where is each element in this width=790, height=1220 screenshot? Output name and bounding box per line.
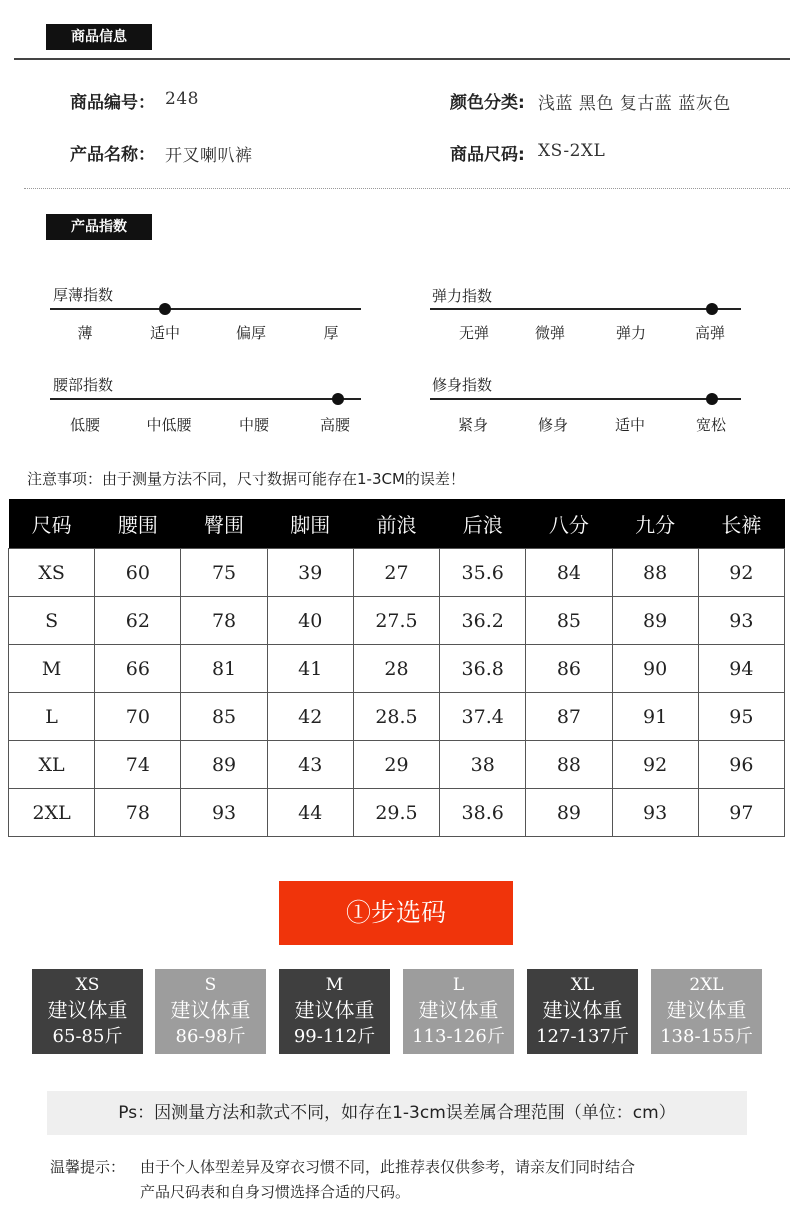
thickness-index-title: 厚薄指数 [53, 286, 114, 304]
weight-box-l[interactable] [403, 969, 514, 1054]
weight-box-size: 2XL [689, 975, 724, 995]
thickness-level: 偏厚 [235, 324, 266, 342]
header-cell: 八分 [526, 499, 612, 549]
elasticity-level: 无弹 [458, 324, 489, 342]
thickness-index-track [50, 308, 361, 310]
table-cell: 38 [440, 741, 526, 789]
weight-box-xl[interactable] [527, 969, 638, 1054]
weight-box-label: 建议体重 [542, 998, 623, 1022]
weight-box-size: XL [570, 975, 595, 995]
table-cell: 89 [526, 789, 612, 837]
section-divider [14, 58, 790, 60]
table-cell: 28.5 [353, 693, 439, 741]
table-cell: M [9, 645, 95, 693]
tip-line-2: 产品尺码表和自身习惯选择合适的尺码。 [140, 1183, 411, 1201]
header-cell: 前浪 [353, 499, 439, 549]
weight-box-m[interactable] [279, 969, 390, 1054]
fit-level: 修身 [537, 416, 568, 434]
elasticity-index-title: 弹力指数 [432, 287, 493, 305]
table-row [9, 789, 785, 837]
table-cell: 75 [181, 549, 267, 597]
fit-level: 紧身 [457, 416, 488, 434]
waist-level: 高腰 [319, 416, 350, 434]
table-cell: 84 [526, 549, 612, 597]
fit-index-marker [706, 393, 718, 405]
weight-box-s[interactable] [155, 969, 266, 1054]
table-cell: 78 [95, 789, 181, 837]
waist-index-track [50, 398, 361, 400]
product-name-label: 产品名称： [70, 145, 155, 165]
weight-box-label: 建议体重 [47, 998, 128, 1022]
weight-box-range: 65-85斤 [52, 1026, 123, 1047]
table-row [9, 549, 785, 597]
table-cell: 27 [353, 549, 439, 597]
weight-box-size: M [325, 975, 344, 995]
step-select-size-button[interactable]: ①步选码 [279, 881, 513, 945]
weight-box-size: S [204, 975, 217, 995]
table-cell: 97 [698, 789, 784, 837]
table-cell: 40 [267, 597, 353, 645]
table-cell: 44 [267, 789, 353, 837]
weight-box-range: 113-126斤 [412, 1026, 505, 1047]
weight-box-range: 86-98斤 [175, 1026, 246, 1047]
header-cell: 后浪 [440, 499, 526, 549]
table-cell: 43 [267, 741, 353, 789]
table-cell: 92 [612, 741, 698, 789]
table-cell: S [9, 597, 95, 645]
table-cell: 62 [95, 597, 181, 645]
product-size-value: XS-2XL [538, 141, 606, 161]
table-cell: 38.6 [440, 789, 526, 837]
waist-level: 低腰 [69, 416, 100, 434]
table-cell: 66 [95, 645, 181, 693]
ps-note: Ps：因测量方法和款式不同，如存在1-3cm误差属合理范围（单位：cm） [47, 1091, 747, 1135]
weight-box-label: 建议体重 [666, 998, 747, 1022]
table-cell: 93 [612, 789, 698, 837]
table-cell: 93 [698, 597, 784, 645]
table-cell: 93 [181, 789, 267, 837]
weight-box-label: 建议体重 [294, 998, 375, 1022]
table-cell: 88 [612, 549, 698, 597]
color-category-label: 颜色分类: [450, 93, 525, 113]
header-cell: 尺码 [9, 499, 95, 549]
product-name-value: 开叉喇叭裤 [165, 146, 253, 166]
elasticity-level: 微弹 [534, 324, 565, 342]
waist-index-title: 腰部指数 [53, 376, 114, 394]
table-cell: XS [9, 549, 95, 597]
table-cell: 96 [698, 741, 784, 789]
table-cell: 29.5 [353, 789, 439, 837]
weight-box-xs[interactable] [32, 969, 143, 1054]
size-table [8, 499, 785, 837]
table-cell: 86 [526, 645, 612, 693]
header-cell: 腰围 [95, 499, 181, 549]
weight-box-label: 建议体重 [170, 998, 251, 1022]
elasticity-index-track [430, 308, 741, 310]
fit-level: 适中 [614, 416, 645, 434]
table-row [9, 741, 785, 789]
table-cell: XL [9, 741, 95, 789]
table-cell: 35.6 [440, 549, 526, 597]
table-cell: 28 [353, 645, 439, 693]
table-cell: 2XL [9, 789, 95, 837]
header-cell: 脚围 [267, 499, 353, 549]
product-code-value: 248 [165, 89, 199, 109]
weight-box-range: 99-112斤 [293, 1026, 376, 1047]
header-cell: 臀围 [181, 499, 267, 549]
waist-level: 中低腰 [146, 416, 192, 434]
weight-box-size: XS [75, 975, 100, 995]
table-cell: 37.4 [440, 693, 526, 741]
thickness-index-marker [159, 303, 171, 315]
table-cell: 89 [181, 741, 267, 789]
table-cell: 85 [181, 693, 267, 741]
table-row [9, 693, 785, 741]
table-cell: L [9, 693, 95, 741]
product-code-label: 商品编号： [70, 93, 155, 113]
table-cell: 60 [95, 549, 181, 597]
weight-box-2xl[interactable] [651, 969, 762, 1054]
table-cell: 85 [526, 597, 612, 645]
elasticity-level: 弹力 [615, 324, 646, 342]
weight-box-range: 127-137斤 [536, 1026, 629, 1047]
table-row [9, 645, 785, 693]
table-cell: 39 [267, 549, 353, 597]
table-cell: 87 [526, 693, 612, 741]
weight-box-size: L [452, 975, 465, 995]
table-cell: 27.5 [353, 597, 439, 645]
table-cell: 94 [698, 645, 784, 693]
fit-index-title: 修身指数 [432, 376, 493, 394]
weight-box-label: 建议体重 [418, 998, 499, 1022]
color-category-value: 浅蓝 黑色 复古蓝 蓝灰色 [538, 94, 731, 114]
elasticity-level: 高弹 [694, 324, 725, 342]
fit-index-track [430, 398, 741, 400]
header-cell: 九分 [612, 499, 698, 549]
table-cell: 89 [612, 597, 698, 645]
measurement-notice: 注意事项：由于测量方法不同，尺寸数据可能存在1-3CM的误差！ [27, 470, 465, 488]
dotted-divider [24, 188, 790, 189]
table-cell: 81 [181, 645, 267, 693]
table-cell: 90 [612, 645, 698, 693]
table-cell: 41 [267, 645, 353, 693]
tip-line-1: 由于个人体型差异及穿衣习惯不同，此推荐表仅供参考，请亲友们同时结合 [140, 1158, 636, 1176]
table-cell: 42 [267, 693, 353, 741]
table-cell: 92 [698, 549, 784, 597]
waist-index-marker [332, 393, 344, 405]
table-cell: 70 [95, 693, 181, 741]
thickness-level: 适中 [149, 324, 180, 342]
table-cell: 78 [181, 597, 267, 645]
size-table-header [9, 499, 785, 549]
tip-label: 温馨提示： [50, 1158, 126, 1176]
table-cell: 95 [698, 693, 784, 741]
weight-box-range: 138-155斤 [660, 1026, 753, 1047]
elasticity-index-marker [706, 303, 718, 315]
table-cell: 36.8 [440, 645, 526, 693]
table-cell: 91 [612, 693, 698, 741]
header-cell: 长裤 [698, 499, 784, 549]
thickness-level: 厚 [323, 324, 339, 342]
product-info-tag: 商品信息 [46, 24, 152, 50]
table-cell: 36.2 [440, 597, 526, 645]
waist-level: 中腰 [238, 416, 269, 434]
fit-level: 宽松 [695, 416, 726, 434]
table-cell: 29 [353, 741, 439, 789]
table-cell: 88 [526, 741, 612, 789]
product-index-tag: 产品指数 [46, 214, 152, 240]
thickness-level: 薄 [77, 324, 93, 342]
table-row [9, 597, 785, 645]
table-cell: 74 [95, 741, 181, 789]
product-size-label: 商品尺码: [450, 145, 525, 165]
